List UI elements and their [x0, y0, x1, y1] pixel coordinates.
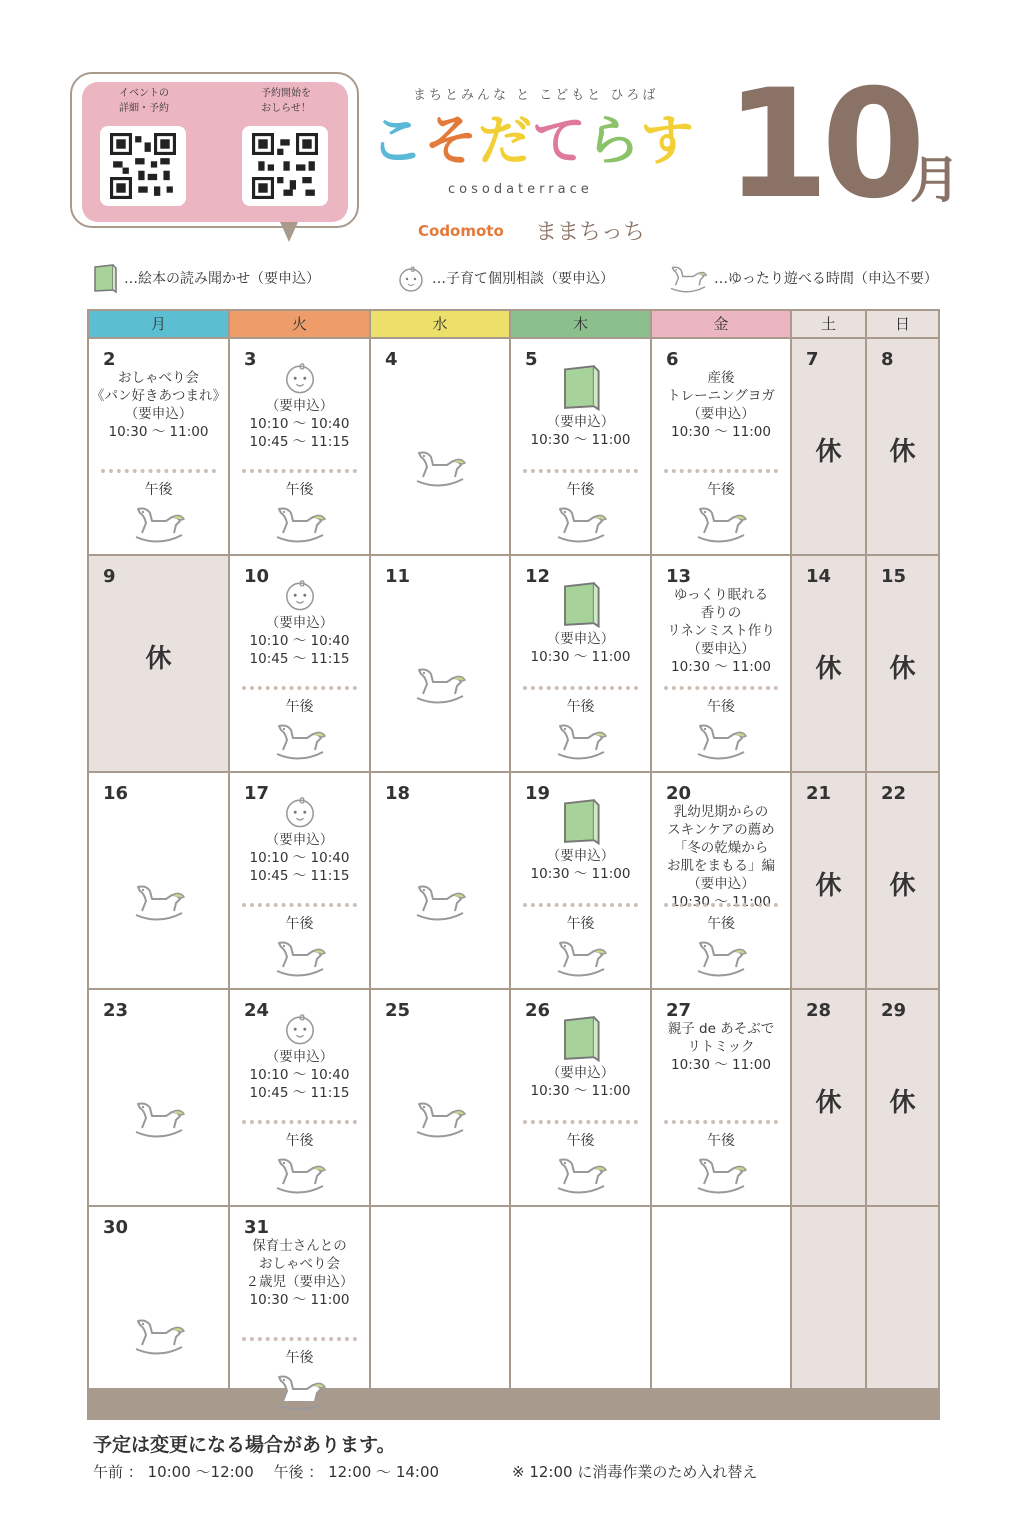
qr-code-icon — [108, 133, 178, 199]
rocking-horse-icon — [554, 937, 608, 977]
legend-baby — [396, 262, 614, 294]
rocking-horse-icon — [273, 720, 327, 760]
day-number: 18 — [385, 783, 411, 804]
rocking-horse-icon — [413, 447, 467, 487]
qr-event-code[interactable] — [100, 126, 186, 206]
day-cell — [792, 556, 865, 771]
qr-event-block — [100, 86, 188, 206]
day-number: 15 — [881, 566, 907, 587]
event-text: ゆっくり眠れる 香りの リネンミスト作り （要申込） 10:30 ～ 11:00 — [667, 587, 775, 675]
logo-char: だ — [478, 109, 532, 172]
rocking-horse-icon — [273, 1154, 327, 1194]
mamachichi-logo: ままちっち — [535, 220, 646, 245]
book-slot — [559, 1014, 603, 1066]
baby-face-icon — [282, 793, 318, 829]
day-number: 4 — [385, 349, 398, 370]
rocking-horse-icon — [132, 503, 186, 543]
qr-notify-code[interactable] — [242, 126, 328, 206]
day-cell — [371, 990, 509, 1205]
horse-slot — [132, 1098, 186, 1142]
horse-slot — [273, 1154, 327, 1198]
logo-char: こ — [370, 109, 424, 172]
event-text: （要申込） 10:30 ～ 11:00 — [530, 414, 631, 448]
day-number: 24 — [244, 1000, 270, 1021]
day-cell — [652, 556, 790, 771]
book-icon — [559, 797, 603, 845]
day-number: 17 — [244, 783, 270, 804]
logo-char: す — [640, 109, 694, 172]
rocking-horse-icon — [694, 503, 748, 543]
logo-char: ら — [586, 109, 640, 172]
event-text: （要申込） 10:30 ～ 11:00 — [530, 631, 631, 665]
rocking-horse-icon — [273, 937, 327, 977]
afternoon-label: 午後 — [144, 482, 173, 498]
day-cell — [371, 339, 509, 554]
rocking-horse-icon — [273, 503, 327, 543]
horse-slot — [694, 503, 748, 547]
legend-book-label: …絵本の読み聞かせ（要申込） — [124, 271, 320, 287]
day-cell — [89, 556, 228, 771]
day-number: 31 — [244, 1217, 270, 1238]
book-icon — [559, 363, 603, 411]
afternoon-label: 午後 — [566, 1133, 595, 1149]
day-cell — [89, 990, 228, 1205]
afternoon-label: 午後 — [285, 1133, 314, 1149]
day-cell — [867, 1207, 938, 1388]
rocking-horse-icon — [413, 1098, 467, 1138]
day-cell — [652, 1207, 790, 1388]
baby-slot — [282, 576, 318, 616]
cosodaterrace-logo — [370, 108, 694, 174]
event-text: 産後 トレーニングヨガ （要申込） 10:30 ～ 11:00 — [667, 370, 775, 440]
day-cell — [230, 556, 369, 771]
legend-book — [92, 262, 320, 294]
day-cell — [230, 773, 369, 988]
divider-dots — [523, 686, 638, 690]
afternoon-label: 午後 — [285, 699, 314, 715]
day-cell — [89, 339, 228, 554]
day-number: 2 — [103, 349, 116, 370]
weekday-header: 火 — [230, 311, 369, 337]
day-number: 20 — [666, 783, 692, 804]
legend-horse-label: …ゆったり遊べる時間（申込不要） — [714, 271, 938, 287]
day-cell — [867, 990, 938, 1205]
weekday-header: 水 — [371, 311, 509, 337]
closed-label: 休 — [889, 654, 916, 684]
day-number: 13 — [666, 566, 692, 587]
qr-code-icon — [250, 133, 320, 199]
divider-dots — [523, 903, 638, 907]
rocking-horse-icon — [273, 1371, 327, 1411]
rocking-horse-icon — [694, 1154, 748, 1194]
day-number: 7 — [806, 349, 819, 370]
day-cell — [867, 773, 938, 988]
closed-label: 休 — [815, 1088, 842, 1118]
horse-slot — [413, 664, 467, 708]
event-text: おしゃべり会 《パン好きあつまれ》 （要申込） 10:30 ～ 11:00 — [91, 370, 226, 440]
rocking-horse-icon — [554, 720, 608, 760]
event-text: 親子 de あそぶで リトミック 10:30 ～ 11:00 — [667, 1021, 775, 1073]
day-cell — [652, 990, 790, 1205]
day-cell — [652, 339, 790, 554]
day-number: 21 — [806, 783, 832, 804]
divider-dots — [664, 686, 778, 690]
weekday-header: 金 — [652, 311, 790, 337]
divider-dots — [523, 469, 638, 473]
divider-dots — [242, 903, 357, 907]
calendar-grid — [87, 309, 940, 1420]
rocking-horse-icon — [554, 503, 608, 543]
afternoon-label: 午後 — [285, 1350, 314, 1366]
divider-dots — [242, 686, 357, 690]
afternoon-label: 午後 — [566, 699, 595, 715]
baby-face-icon — [282, 1010, 318, 1046]
divider-dots — [664, 1120, 778, 1124]
event-text: （要申込） 10:10 ～ 10:40 10:45 ～ 11:15 — [249, 832, 350, 884]
baby-face-icon — [282, 576, 318, 612]
rocking-horse-icon — [694, 720, 748, 760]
day-number: 26 — [525, 1000, 551, 1021]
day-cell — [230, 1207, 369, 1388]
afternoon-label: 午後 — [566, 482, 595, 498]
rocking-horse-icon — [668, 263, 708, 293]
afternoon-label: 午後 — [285, 482, 314, 498]
day-cell — [371, 773, 509, 988]
divider-dots — [664, 903, 778, 907]
closed-label: 休 — [889, 871, 916, 901]
divider-dots — [101, 469, 216, 473]
baby-slot — [282, 793, 318, 833]
afternoon-label: 午後 — [707, 916, 735, 932]
day-number: 8 — [881, 349, 894, 370]
day-number: 25 — [385, 1000, 411, 1021]
afternoon-label: 午後 — [707, 1133, 735, 1149]
horse-slot — [554, 937, 608, 981]
day-cell — [230, 990, 369, 1205]
day-cell — [867, 339, 938, 554]
day-number: 29 — [881, 1000, 907, 1021]
day-cell — [792, 773, 865, 988]
horse-slot — [694, 720, 748, 764]
day-number: 30 — [103, 1217, 129, 1238]
horse-slot — [694, 1154, 748, 1198]
day-number: 9 — [103, 566, 116, 587]
afternoon-label: 午後 — [566, 916, 595, 932]
event-text: 乳幼児期からの スキンケアの薦め 「冬の乾燥から お肌をまもる」編 （要申込） 10:30 ～ 11:00 — [667, 804, 775, 910]
baby-slot — [282, 1010, 318, 1050]
book-icon — [559, 580, 603, 628]
divider-dots — [242, 1120, 357, 1124]
day-cell — [371, 1207, 509, 1388]
day-cell — [371, 556, 509, 771]
horse-slot — [132, 503, 186, 547]
day-number: 19 — [525, 783, 551, 804]
rocking-horse-icon — [132, 1098, 186, 1138]
weekday-header: 月 — [89, 311, 228, 337]
closed-label: 休 — [815, 871, 842, 901]
day-cell — [511, 1207, 650, 1388]
day-number: 14 — [806, 566, 832, 587]
closed-label: 休 — [889, 437, 916, 467]
divider-dots — [664, 469, 778, 473]
divider-dots — [523, 1120, 638, 1124]
qr-notify-block — [242, 86, 330, 206]
book-icon — [559, 1014, 603, 1062]
closed-label: 休 — [815, 654, 842, 684]
day-cell — [511, 990, 650, 1205]
horse-slot — [554, 720, 608, 764]
event-text: （要申込） 10:10 ～ 10:40 10:45 ～ 11:15 — [249, 1049, 350, 1101]
rocking-horse-icon — [132, 1315, 186, 1355]
day-number: 5 — [525, 349, 538, 370]
afternoon-label: 午後 — [707, 699, 735, 715]
horse-slot — [132, 881, 186, 925]
event-text: （要申込） 10:10 ～ 10:40 10:45 ～ 11:15 — [249, 398, 350, 450]
day-number: 10 — [244, 566, 270, 587]
book-slot — [559, 580, 603, 632]
book-slot — [559, 363, 603, 415]
closed-label: 休 — [889, 1088, 916, 1118]
day-cell — [89, 1207, 228, 1388]
rocking-horse-icon — [413, 881, 467, 921]
divider-dots — [242, 1337, 357, 1341]
logo-char: そ — [424, 109, 478, 172]
closed-label: 休 — [815, 437, 842, 467]
day-number: 12 — [525, 566, 551, 587]
hours-note: 午前 ： 10:00 ～12:00 午後 ： 12:00 ～ 14:00 — [93, 1463, 440, 1481]
divider-dots — [242, 469, 357, 473]
day-number: 6 — [666, 349, 679, 370]
day-number: 22 — [881, 783, 907, 804]
day-cell — [867, 556, 938, 771]
weekday-header: 木 — [511, 311, 650, 337]
horse-slot — [554, 503, 608, 547]
qr-notify-caption: 予約開始を おしらせ！ — [261, 88, 311, 114]
event-text: （要申込） 10:30 ～ 11:00 — [530, 1065, 631, 1099]
disinfect-note: ※ 12:00 に消毒作業のため入れ替え — [512, 1463, 758, 1481]
horse-slot — [694, 937, 748, 981]
codomoto-logo: Codomoto — [418, 222, 504, 240]
baby-face-icon — [282, 359, 318, 395]
horse-slot — [413, 447, 467, 491]
bubble-tail — [280, 222, 298, 242]
horse-slot — [413, 1098, 467, 1142]
day-number: 11 — [385, 566, 411, 587]
rocking-horse-icon — [554, 1154, 608, 1194]
month-number: 10 — [725, 58, 918, 232]
day-cell — [89, 773, 228, 988]
tagline: まちとみんな と こどもと ひろば — [413, 88, 659, 103]
month-char: 月 — [910, 151, 960, 209]
baby-slot — [282, 359, 318, 399]
day-cell — [230, 339, 369, 554]
book-slot — [559, 797, 603, 849]
day-number: 3 — [244, 349, 257, 370]
day-number: 16 — [103, 783, 129, 804]
event-text: 保育士さんとの おしゃべり会 ２歳児（要申込） 10:30 ～ 11:00 — [245, 1238, 354, 1308]
horse-slot — [273, 1371, 327, 1415]
day-number: 27 — [666, 1000, 692, 1021]
day-number: 23 — [103, 1000, 129, 1021]
day-cell — [792, 339, 865, 554]
horse-slot — [132, 1315, 186, 1359]
baby-face-icon — [396, 263, 426, 293]
afternoon-label: 午後 — [285, 916, 314, 932]
rocking-horse-icon — [694, 937, 748, 977]
logo-romaji: cosodaterrace — [448, 182, 593, 197]
book-icon — [92, 263, 118, 293]
horse-slot — [273, 503, 327, 547]
day-cell — [511, 773, 650, 988]
schedule-note: 予定は変更になる場合があります。 — [93, 1434, 396, 1456]
logo-char: て — [532, 109, 586, 172]
day-cell — [511, 556, 650, 771]
day-cell — [652, 773, 790, 988]
rocking-horse-icon — [132, 881, 186, 921]
day-cell — [792, 990, 865, 1205]
weekday-header: 日 — [867, 311, 938, 337]
day-number: 28 — [806, 1000, 832, 1021]
legend-horse — [668, 262, 938, 294]
horse-slot — [273, 720, 327, 764]
weekday-header: 土 — [792, 311, 865, 337]
event-text: （要申込） 10:30 ～ 11:00 — [530, 848, 631, 882]
afternoon-label: 午後 — [707, 482, 735, 498]
day-cell — [511, 339, 650, 554]
horse-slot — [273, 937, 327, 981]
closed-label: 休 — [145, 644, 172, 674]
day-cell — [792, 1207, 865, 1388]
event-text: （要申込） 10:10 ～ 10:40 10:45 ～ 11:15 — [249, 615, 350, 667]
horse-slot — [413, 881, 467, 925]
horse-slot — [554, 1154, 608, 1198]
qr-event-caption: イベントの 詳細・予約 — [119, 88, 169, 114]
legend-baby-label: …子育て個別相談（要申込） — [432, 271, 614, 287]
rocking-horse-icon — [413, 664, 467, 704]
